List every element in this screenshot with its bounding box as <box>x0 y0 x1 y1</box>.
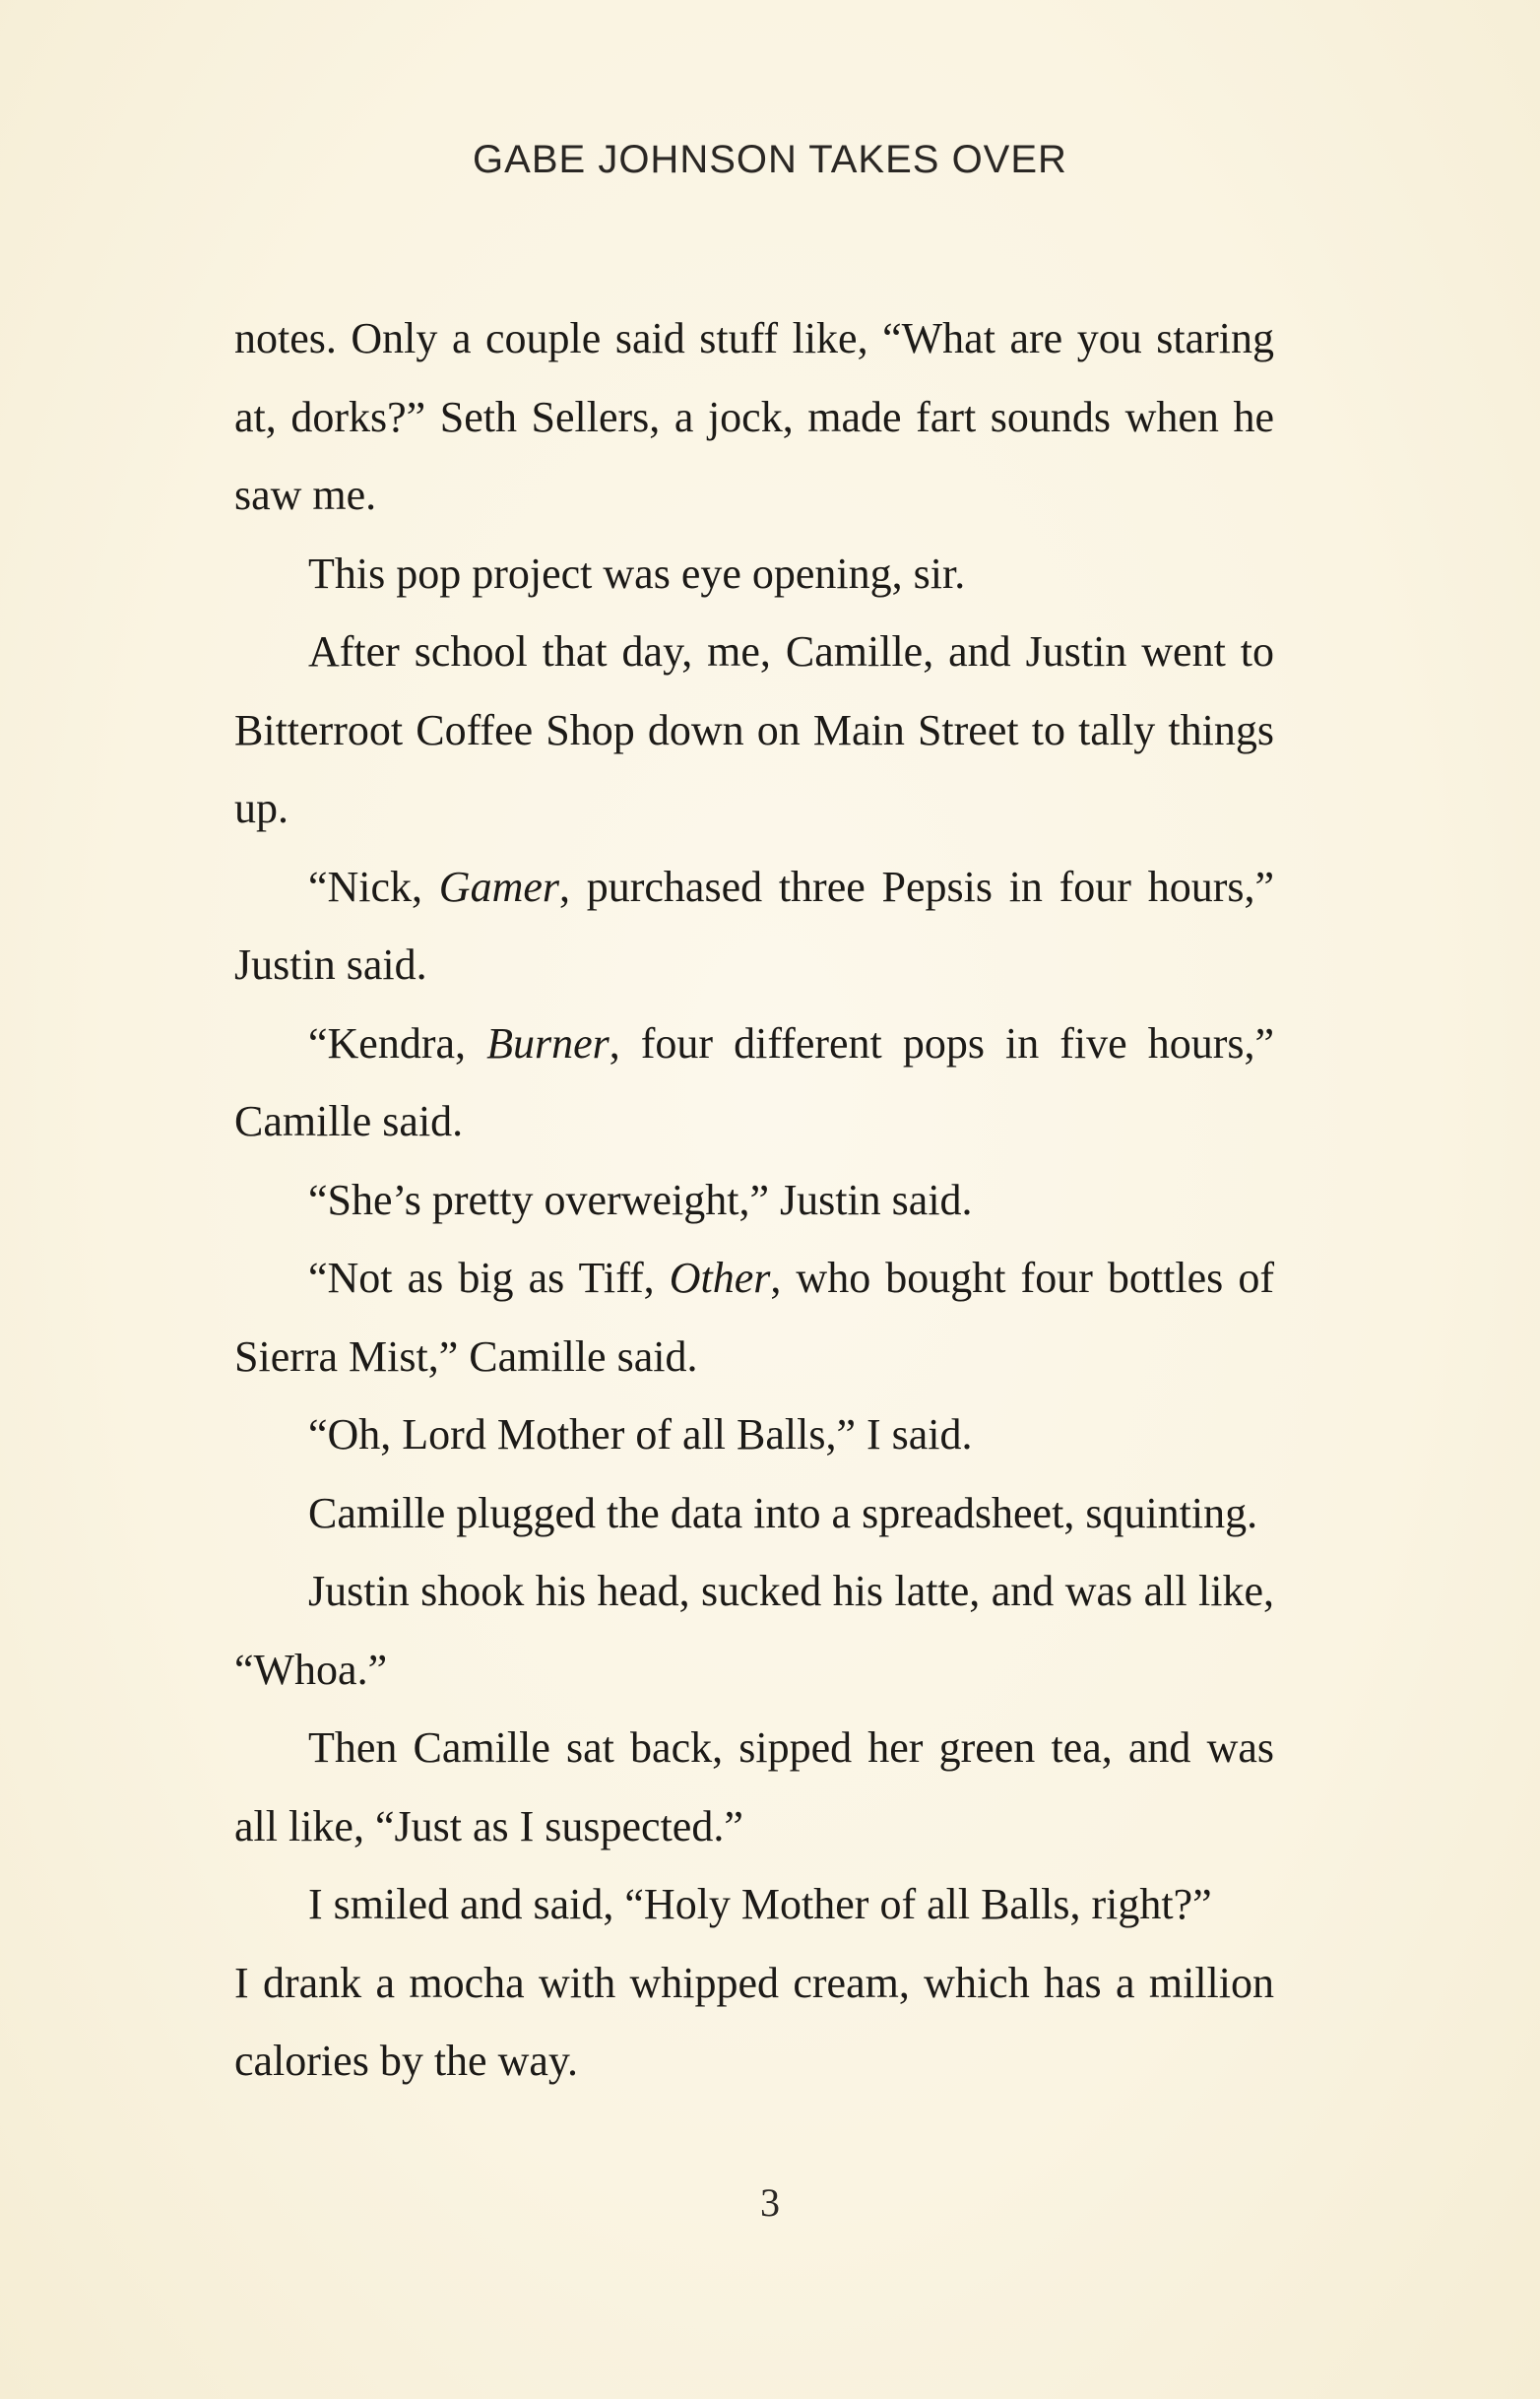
paragraph <box>234 1552 1274 1709</box>
text-run: After school that day, me, Camille, and Justin went to Bitterroot Coffee Shop down on Main Street to tally things up. <box>234 627 1274 832</box>
text-run: “She’s pretty overweight,” Justin said. <box>308 1175 973 1224</box>
text-run: This pop project was eye opening, sir. <box>308 549 966 598</box>
paragraph <box>234 613 1274 848</box>
text-run: “Oh, Lord Mother of all Balls,” I said. <box>308 1410 973 1459</box>
paragraph <box>234 1474 1274 1553</box>
paragraph <box>234 1944 1274 2101</box>
page-number: 3 <box>760 2180 780 2225</box>
italic-run: Other <box>669 1254 771 1302</box>
paragraph <box>234 1395 1274 1474</box>
paragraph <box>234 299 1274 535</box>
paragraph <box>234 848 1274 1005</box>
text-run: notes. Only a couple said stuff like, “What are you staring at, dorks?” Seth Sellers, a jock, made fart sounds when he saw me. <box>234 314 1274 519</box>
text-run: Justin shook his head, sucked his latte, and was all like, “Whoa.” <box>234 1567 1274 1694</box>
paragraph <box>234 1709 1274 1865</box>
text-run: , purchased three Pepsis in four hours,” Justin said. <box>234 862 1274 989</box>
text-run: , four different pops in five hours,” Camille said. <box>234 1018 1274 1145</box>
text-run: Then Camille sat back, sipped her green tea, and was all like, “Just as I suspected.” <box>234 1723 1274 1850</box>
body-text <box>234 299 1274 2101</box>
text-run: I smiled and said, “Holy Mother of all Balls, right?” <box>308 1880 1212 1928</box>
paragraph <box>234 1161 1274 1240</box>
running-head: GABE JOHNSON TAKES OVER <box>473 138 1067 181</box>
text-run: “Not as big as Tiff, <box>308 1254 670 1302</box>
text-run: “Kendra, <box>308 1018 487 1068</box>
italic-run: Gamer <box>438 862 559 911</box>
italic-run: Burner <box>486 1018 610 1068</box>
text-run: , who bought four bottles of Sierra Mist,” Camille said. <box>234 1254 1274 1381</box>
paragraph <box>234 535 1274 614</box>
text-run: I drank a mocha with whipped cream, which has a million calories by the way. <box>234 1958 1274 2085</box>
paragraph <box>234 1005 1274 1161</box>
text-run: Camille plugged the data into a spreadsheet, squinting. <box>308 1488 1258 1537</box>
text-run: “Nick, <box>308 862 439 911</box>
paragraph <box>234 1239 1274 1395</box>
paragraph <box>234 1865 1274 1944</box>
